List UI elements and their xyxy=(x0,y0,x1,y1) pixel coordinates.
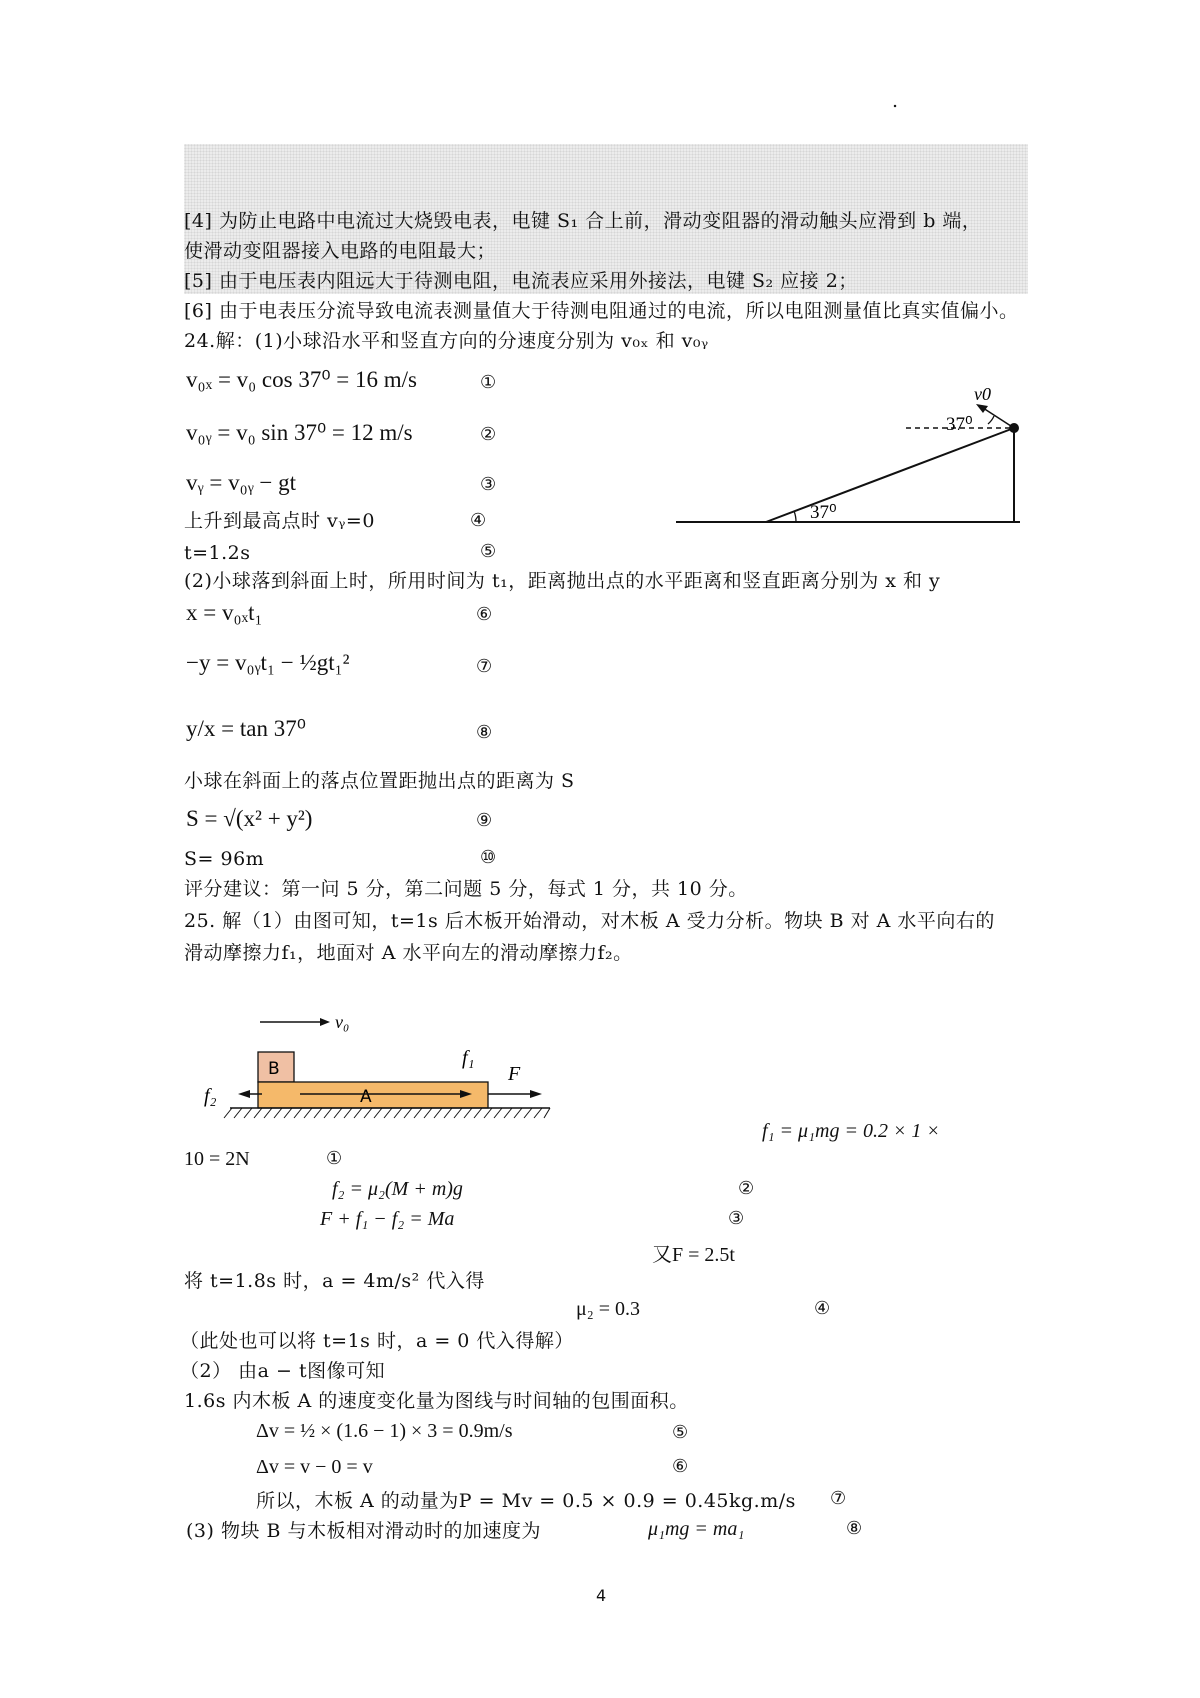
item-4-line2: 使滑动变阻器接入电路的电阻最大； xyxy=(184,240,497,262)
q25-area-text: 1.6s 内木板 A 的速度变化量为图线与时间轴的包围面积。 xyxy=(184,1390,689,1412)
page-dot: . xyxy=(892,90,899,112)
bottom-angle-label: 37⁰ xyxy=(810,502,837,523)
q24-mark-6: ⑥ xyxy=(476,604,493,625)
v0-label: v0 xyxy=(974,384,991,404)
q25-part3: (3) 物块 B 与木板相对滑动时的加速度为 xyxy=(186,1520,541,1542)
top-angle-arc xyxy=(988,416,994,424)
q25-eq2: f₂ = μ₂(M + m)g xyxy=(332,1178,463,1200)
q25-substitute: 将 t=1.8s 时，a = 4m/s² 代入得 xyxy=(184,1270,485,1292)
q24-eq6: x = v₀ₓt₁ xyxy=(186,600,263,625)
q25-intro-line1: 25. 解（1）由图可知，t=1s 后木板开始滑动，对木板 A 受力分析。物块 B 对 A 水平向右的 xyxy=(184,910,995,932)
q25-eq1-part2: 10 = 2N xyxy=(184,1148,250,1170)
F-label: F xyxy=(508,1063,521,1085)
q25-eq6: Δv = v − 0 = v xyxy=(256,1456,373,1478)
q25-eq3: F + f₁ − f₂ = Ma xyxy=(320,1208,455,1230)
incline-figure xyxy=(670,380,1030,530)
board-a-label: A xyxy=(360,1087,372,1107)
board-a xyxy=(258,1082,488,1108)
q24-mark-9: ⑨ xyxy=(476,810,493,831)
q25-mark-8: ⑧ xyxy=(846,1518,863,1539)
incline-line xyxy=(766,428,1014,522)
bottom-angle-arc xyxy=(794,511,796,522)
q24-eq1: v₀ₓ = v₀ cos 37⁰ = 16 m/s xyxy=(186,367,418,392)
q24-eq10: S= 96m xyxy=(184,848,265,870)
q25-eq7: 所以，木板 A 的动量为P = Mv = 0.5 × 0.9 = 0.45kg.m/s xyxy=(256,1490,796,1512)
q24-mark-8: ⑧ xyxy=(476,722,493,743)
q24-eq3: vᵧ = v₀ᵧ − gt xyxy=(186,470,297,495)
q25-part2: （2） 由a − t图像可知 xyxy=(180,1360,386,1382)
q24-grading: 评分建议：第一问 5 分，第二问题 5 分，每式 1 分，共 10 分。 xyxy=(184,878,748,900)
q24-mark-4: ④ xyxy=(470,510,487,531)
f2-label: f₂ xyxy=(204,1085,217,1107)
q24-eq9: S = √(x² + y²) xyxy=(186,806,313,831)
q25-eq8: μ₁mg = ma₁ xyxy=(648,1518,745,1540)
F-arrowhead xyxy=(530,1090,542,1098)
page-number: 4 xyxy=(596,1586,607,1605)
block-figure xyxy=(190,1010,560,1120)
f1-label: f₁ xyxy=(462,1047,475,1069)
velocity-arrowhead xyxy=(976,404,988,413)
q25-mark-3: ③ xyxy=(728,1208,745,1229)
q25-mark-4: ④ xyxy=(814,1298,831,1319)
block-b-label: B xyxy=(268,1059,280,1079)
q25-mark-5: ⑤ xyxy=(672,1422,689,1443)
q24-landing-text: 小球在斜面上的落点位置距抛出点的距离为 S xyxy=(184,770,575,792)
q25-mark-7: ⑦ xyxy=(830,1488,847,1509)
q24-mark-2: ② xyxy=(480,424,497,445)
q24-eq2: v₀ᵧ = v₀ sin 37⁰ = 12 m/s xyxy=(186,420,413,445)
q25-mark-2: ② xyxy=(738,1178,755,1199)
q24-mark-7: ⑦ xyxy=(476,656,493,677)
q24-eq5: t=1.2s xyxy=(184,542,251,564)
q25-mark-1: ① xyxy=(326,1148,343,1169)
q25-mark-6: ⑥ xyxy=(672,1456,689,1477)
v0-arrowhead xyxy=(320,1018,330,1026)
q24-part2: (2)小球落到斜面上时，所用时间为 t₁，距离抛出点的水平距离和竖直距离分别为 x 和 y xyxy=(184,570,941,592)
q24-mark-5: ⑤ xyxy=(480,541,497,562)
q24-eq8: y/x = tan 37⁰ xyxy=(186,716,306,741)
item-5: [5] 由于电压表内阻远大于待测电阻，电流表应采用外接法，电键 S₂ 应接 2； xyxy=(184,270,858,292)
item-6: [6] 由于电表压分流导致电流表测量值大于待测电阻通过的电流，所以电阻测量值比真实值偏小。 xyxy=(184,300,1019,322)
q24-mark-1: ① xyxy=(480,372,497,393)
item-4-line1: [4] 为防止电路中电流过大烧毁电表，电键 S₁ 合上前，滑动变阻器的滑动触头应滑到 b 端， xyxy=(184,210,982,232)
v0-label: v₀ xyxy=(335,1012,350,1032)
q25-note: （此处也可以将 t=1s 时，a = 0 代入得解） xyxy=(180,1330,574,1352)
ground-hatching xyxy=(224,1108,550,1118)
q24-eq7: −y = v₀ᵧt₁ − ½gt₁² xyxy=(186,650,350,675)
f2-arrowhead xyxy=(238,1090,250,1098)
q24-intro: 24.解：(1)小球沿水平和竖直方向的分速度分别为 v₀ₓ 和 v₀ᵧ xyxy=(184,330,709,352)
q24-eq4: 上升到最高点时 vᵧ=0 xyxy=(184,510,375,532)
q24-mark-10: ⑩ xyxy=(480,847,497,868)
q24-mark-3: ③ xyxy=(480,474,497,495)
q25-intro-line2: 滑动摩擦力f₁，地面对 A 水平向左的滑动摩擦力f₂。 xyxy=(184,942,633,964)
q25-eq5: Δv = ½ × (1.6 − 1) × 3 = 0.9m/s xyxy=(256,1420,513,1442)
q25-eq1-part1: f₁ = μ₁mg = 0.2 × 1 × xyxy=(762,1120,940,1142)
q25-eq4: μ₂ = 0.3 xyxy=(576,1298,640,1320)
top-angle-label: 37⁰ xyxy=(946,414,973,435)
q25-eq-F: 又F = 2.5t xyxy=(652,1244,735,1266)
